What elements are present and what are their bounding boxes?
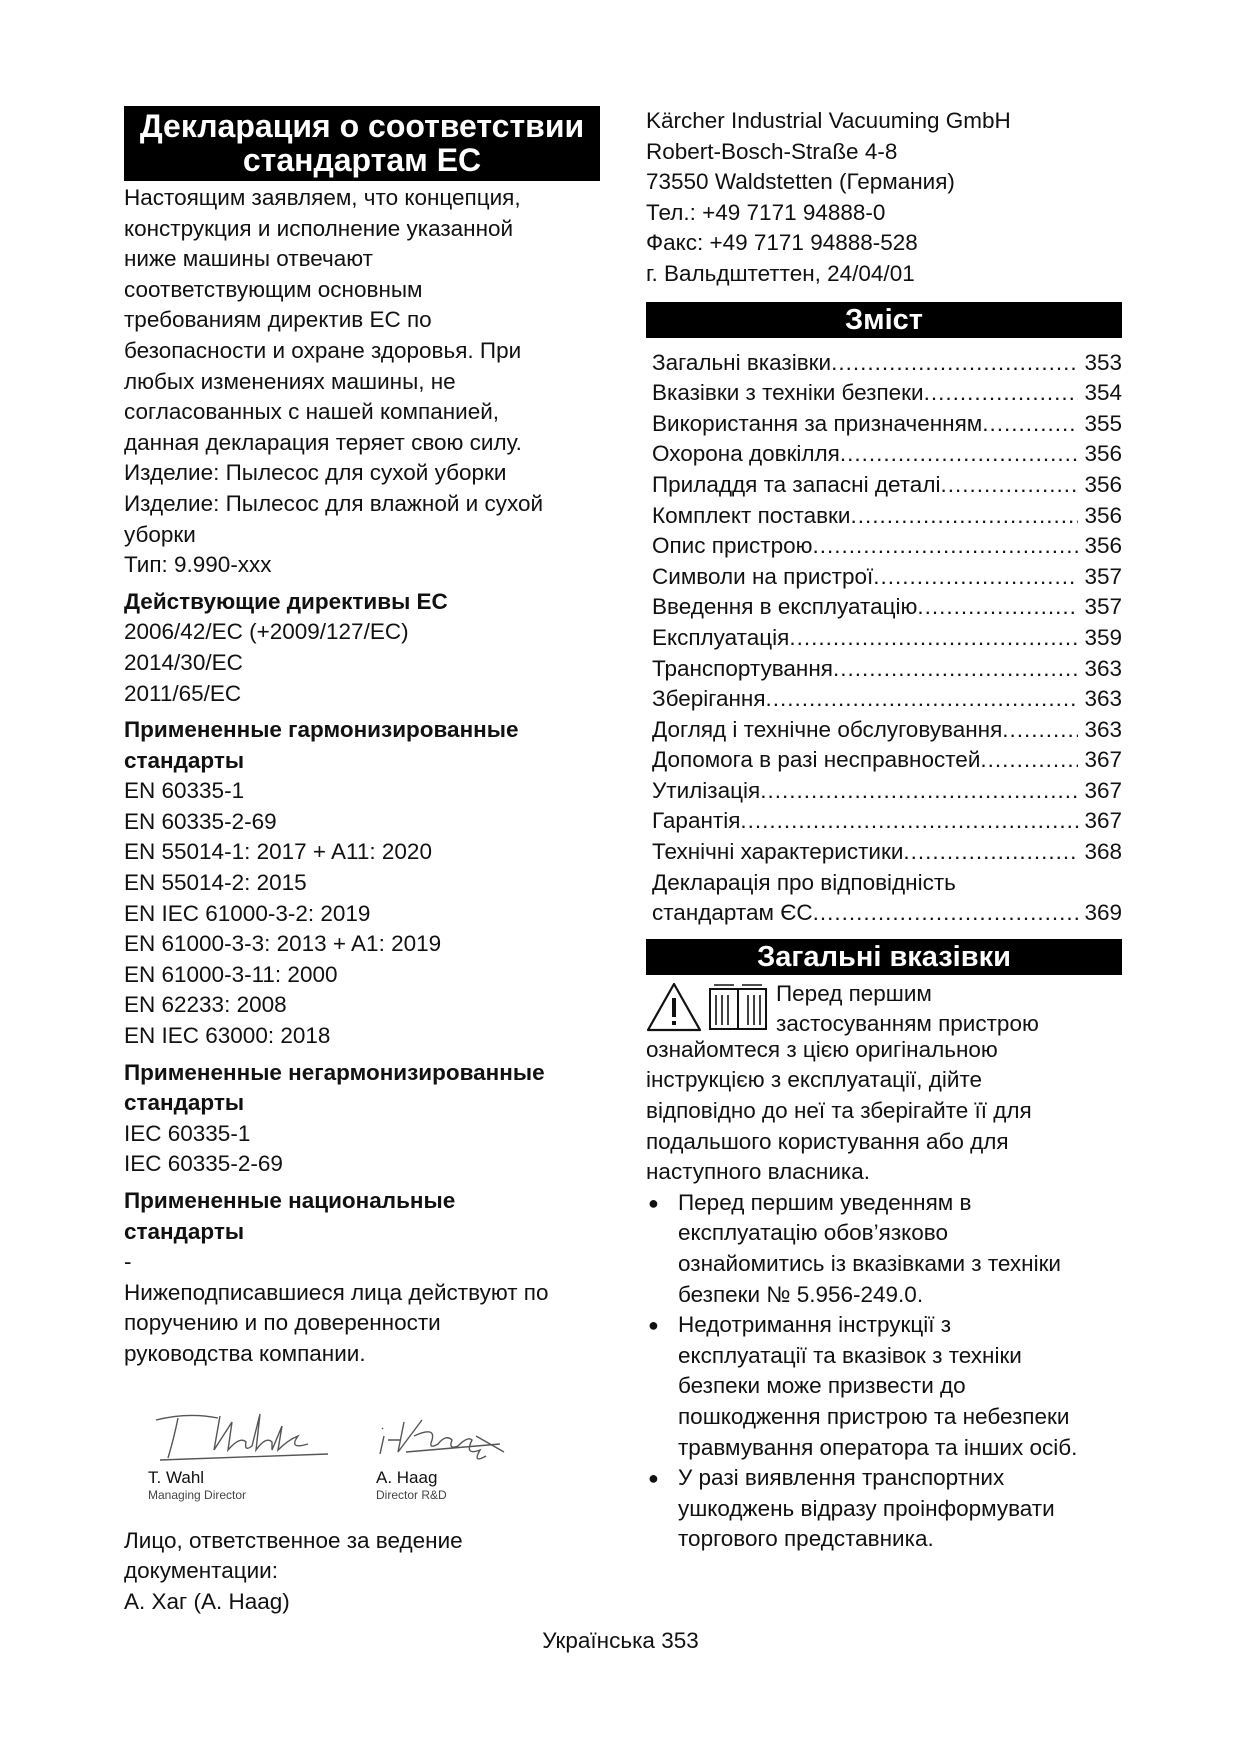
toc-entry[interactable]: Допомога в разі несправностей ..... 367 <box>652 745 1122 776</box>
declaration-title: Декларация о соответствии стандартам ЕС <box>124 106 600 181</box>
signature-haag: A. Haag Director R&D <box>376 1406 566 1502</box>
toc-entry[interactable]: Вказівки з техніки безпеки ..... 354 <box>652 378 1122 409</box>
declaration-intro: Настоящим заявляем, что концепция, конструкция и исполнение указанной ниже машины отвечают соответствующим основным требованиям директив ЕС по безопасности и охране здоровья. При любых изменениях машины, не согласованных с нашей компанией, данная декларация теряет свою силу. Изделие: Пылесос для сухой уборки Изделие: Пылесос для влажной и сухой уборки Тип: 9.990-xxx <box>124 185 544 578</box>
company-address: Kärcher Industrial Vacuuming GmbH Robert-Bosch-Straße 4-8 73550 Waldstetten (Германия) Тел.: +49 7171 94888-0 Факс: +49 7171 94888-528 г. Вальдштеттен, 24/04/01 <box>646 108 1011 286</box>
general-notes-title: Загальні вказівки <box>646 939 1122 975</box>
toc-entry[interactable]: Технічні характеристики ..... 368 <box>652 837 1122 868</box>
list-item: ● У разі виявлення транспортних ушкоджень відразу проінформувати торгового представника. <box>646 1463 1122 1555</box>
manual-book-icon <box>710 985 766 1029</box>
toc-entry[interactable]: Гарантія ..... 367 <box>652 806 1122 837</box>
left-column <box>124 106 600 1617</box>
toc-entry[interactable]: Експлуатація ..... 359 <box>652 623 1122 654</box>
nonharmonized-list: IEC 60335-1 IEC 60335-2-69 <box>124 1120 283 1177</box>
table-of-contents <box>646 348 1122 929</box>
toc-title: Зміст <box>646 302 1122 338</box>
right-column <box>646 106 1122 1555</box>
signature-haag-image <box>376 1406 526 1466</box>
toc-entry[interactable]: Використання за призначенням ..... 355 <box>652 409 1122 440</box>
list-item: ● Перед першим уведенням в експлуатацію обов’язково ознайомитись із вказівками з техніки безпеки № 5.956-249.0. <box>646 1188 1122 1310</box>
harmonized-heading: Примененные гармонизированные стандарты <box>124 717 519 773</box>
signature-wahl-image <box>148 1406 338 1466</box>
general-notes-text: ознайомтеся з цією оригінальною інструкцією з експлуатації, дійте відповідно до неї та зберігайте її для подальшого користування або для наступного власника. <box>646 1036 1032 1185</box>
safety-bullets <box>646 1188 1122 1555</box>
toc-entry[interactable]: Догляд і технічне обслуговування ..... 363 <box>652 715 1122 746</box>
signature-wahl: T. Wahl Managing Director <box>148 1406 338 1502</box>
nonharmonized-heading: Примененные негармонизированные стандарты <box>124 1059 545 1116</box>
signatures <box>124 1406 600 1514</box>
list-item: ● Недотримання інструкції з експлуатації та вказівок з техніки безпеки може призвести до пошкодження пристрою та небезпеки травмування оператора та інших осіб. <box>646 1310 1122 1463</box>
toc-entry[interactable]: Опис пристрою ..... 356 <box>652 531 1122 562</box>
national-list: - <box>124 1249 132 1275</box>
toc-entry[interactable]: Утилізація ..... 367 <box>652 776 1122 807</box>
responsible-person: Лицо, ответственное за ведение документации: А. Хаг (A. Haag) <box>124 1527 463 1614</box>
toc-entry[interactable]: Охорона довкілля ..... 356 <box>652 439 1122 470</box>
signers-text: Нижеподписавшиеся лица действуют по поручению и по доверенности руководства компании. <box>124 1279 549 1366</box>
footer-language: Українська <box>542 1628 655 1653</box>
general-notes-intro: Перед першим застосуванням пристрою <box>646 979 1122 1035</box>
toc-entry[interactable]: Транспортування ..... 363 <box>652 654 1122 685</box>
warning-triangle-icon <box>648 984 700 1030</box>
page-number: 353 <box>661 1628 699 1653</box>
toc-entry[interactable]: Зберігання ..... 363 <box>652 684 1122 715</box>
toc-entry[interactable]: Декларація про відповідність стандартам ЄС ..... 369 <box>652 868 1122 929</box>
national-heading: Примененные национальные стандарты <box>124 1188 456 1244</box>
toc-entry[interactable]: Приладдя та запасні деталі ..... 356 <box>652 470 1122 501</box>
toc-entry[interactable]: Введення в експлуатацію ..... 357 <box>652 592 1122 623</box>
harmonized-list: EN 60335-1 EN 60335-2-69 EN 55014-1: 2017 + A11: 2020 EN 55014-2: 2015 EN IEC 61000-3-2: 2019 EN 61000-3-3: 2013 + A1: 2019 EN 61000-3-11: 2000 EN 62233: 2008 EN IEC 63000: 2018 <box>124 778 442 1049</box>
toc-entry[interactable]: Комплект поставки ..... 356 <box>652 501 1122 532</box>
directives-list: 2006/42/EC (+2009/127/EC) 2014/30/EC 2011/65/EC <box>124 619 409 706</box>
toc-entry[interactable]: Символи на пристрої ..... 357 <box>652 562 1122 593</box>
toc-entry[interactable]: Загальні вказівки ..... 353 <box>652 348 1122 379</box>
directives-heading: Действующие директивы ЕС <box>124 588 448 614</box>
page-footer <box>0 1628 1241 1654</box>
